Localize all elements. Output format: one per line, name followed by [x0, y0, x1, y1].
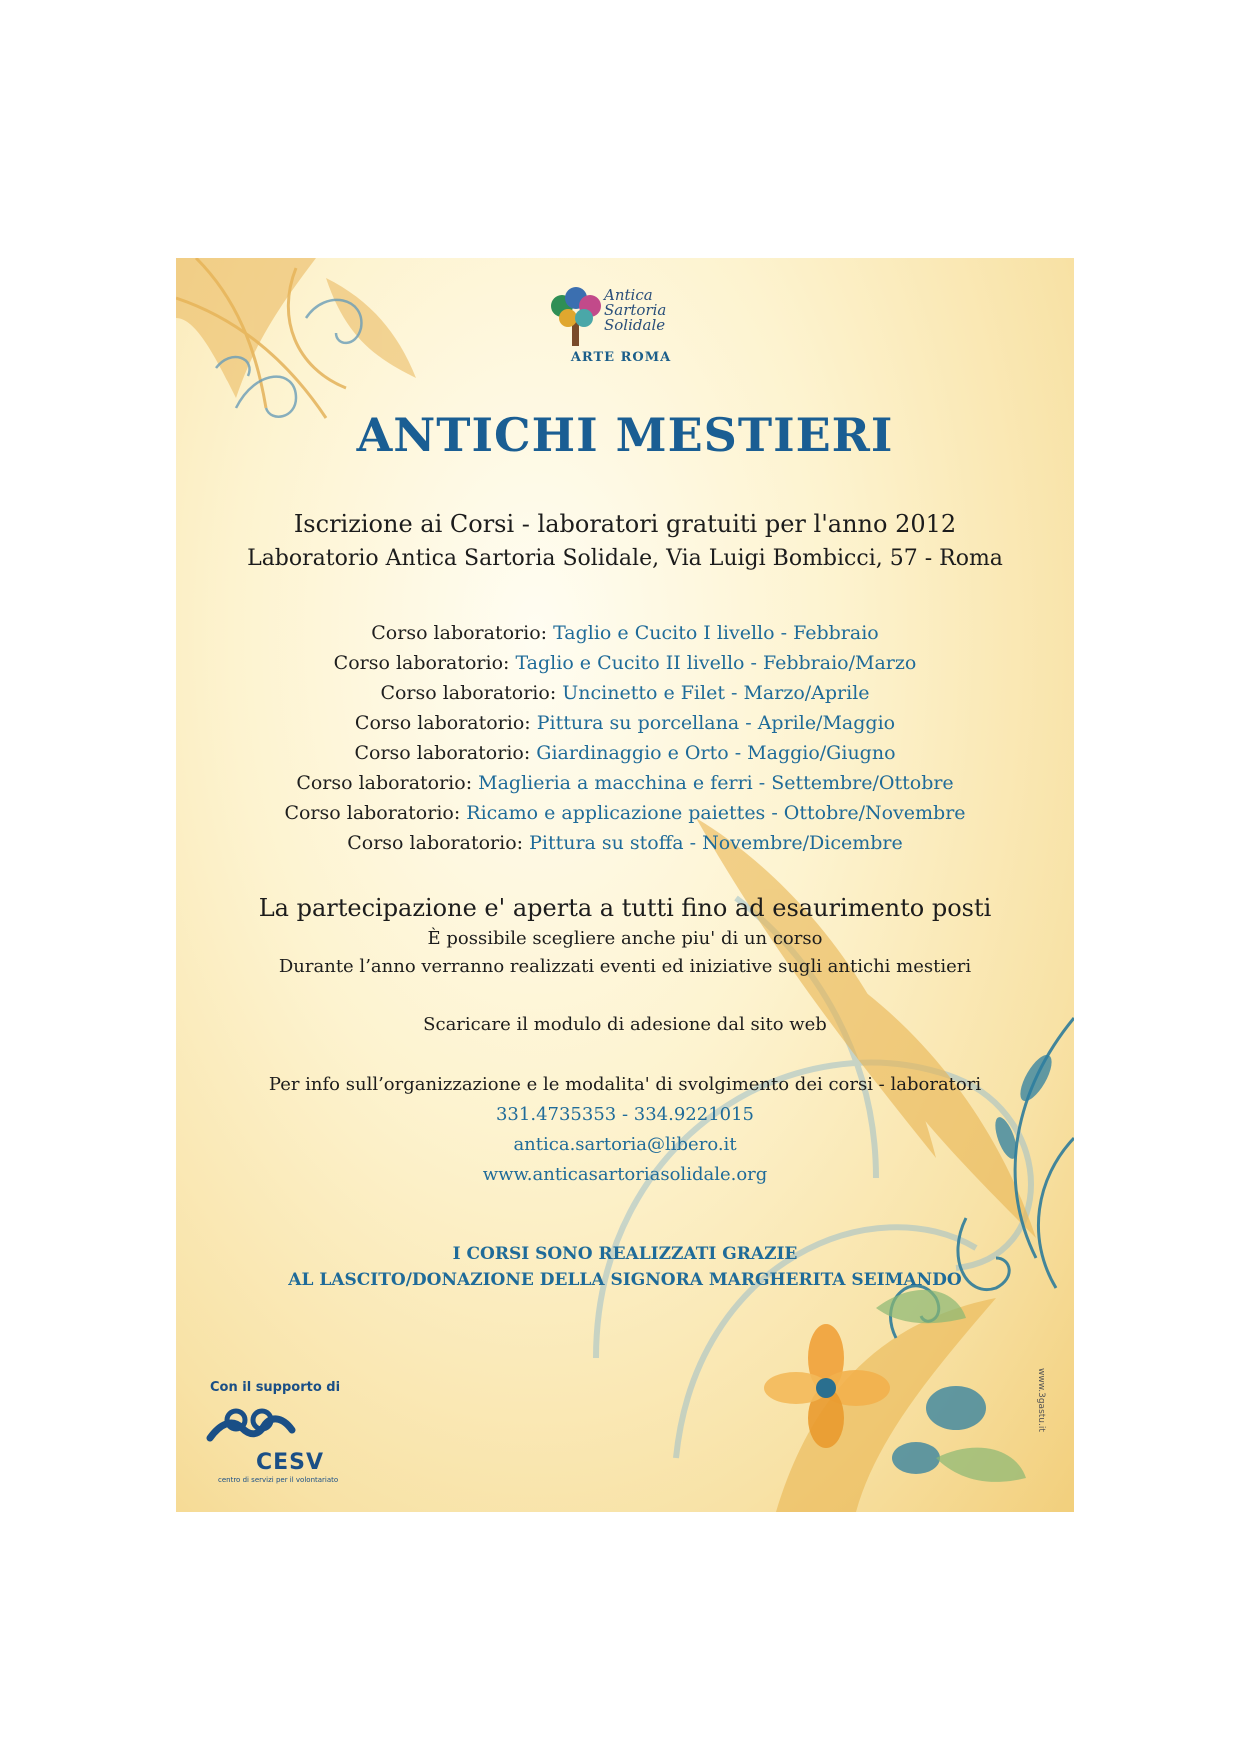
credits-line-1: I CORSI SONO REALIZZATI GRAZIE	[452, 1244, 798, 1264]
list-item	[176, 828, 1074, 858]
events-note: Durante l’anno verranno realizzati eventi ed iniziative sugli antichi mestieri	[278, 956, 972, 977]
website-link[interactable]: www.anticasartoriasolidale.org	[482, 1164, 768, 1185]
course-label: Corso laboratorio:	[371, 622, 554, 644]
course-label: Corso laboratorio:	[333, 652, 516, 674]
designer-credit: www.3gastu.it	[1036, 1368, 1046, 1432]
logo-line-1: Antica	[604, 286, 653, 304]
list-item	[176, 618, 1074, 648]
course-label: Corso laboratorio:	[380, 682, 563, 704]
participation-note: La partecipazione e' aperta a tutti fino ad esaurimento posti	[258, 894, 992, 922]
logo-line-3: Solidale	[604, 316, 666, 334]
list-item	[176, 738, 1074, 768]
course-value: Uncinetto e Filet - Marzo/Aprile	[562, 682, 870, 704]
course-label: Corso laboratorio:	[354, 742, 537, 764]
download-note: Scaricare il modulo di adesione dal sito web	[423, 1014, 827, 1035]
logo-line-2: Sartoria	[604, 301, 667, 319]
course-value: Ricamo e applicazione paiettes - Ottobre/Novembre	[466, 802, 966, 824]
course-label: Corso laboratorio:	[354, 712, 537, 734]
course-label: Corso laboratorio:	[347, 832, 530, 854]
list-item	[176, 648, 1074, 678]
course-value: Pittura su porcellana - Aprile/Maggio	[536, 712, 896, 734]
antica-sartoria-logo	[546, 284, 706, 376]
subtitle-address: Laboratorio Antica Sartoria Solidale, Via Luigi Bombicci, 57 - Roma	[247, 546, 1003, 571]
phone-numbers: 331.4735353 - 334.9221015	[495, 1104, 754, 1125]
course-value: Pittura su stoffa - Novembre/Dicembre	[529, 832, 903, 854]
course-value: Maglieria a macchina e ferri - Settembre/Ottobre	[478, 772, 954, 794]
cesv-tagline: centro di servizi per il volontariato	[218, 1476, 339, 1484]
course-label: Corso laboratorio:	[296, 772, 479, 794]
cesv-hands-icon	[206, 1404, 296, 1450]
page-title: ANTICHI MESTIERI	[356, 408, 894, 462]
cesv-logo	[206, 1404, 346, 1484]
course-label: Corso laboratorio:	[284, 802, 467, 824]
list-item	[176, 708, 1074, 738]
course-list	[176, 618, 1074, 858]
credits-line-2: AL LASCITO/DONAZIONE DELLA SIGNORA MARGHERITA SEIMANDO	[288, 1270, 962, 1290]
email-link[interactable]: antica.sartoria@libero.it	[513, 1134, 737, 1155]
subtitle-enrollment: Iscrizione ai Corsi - laboratori gratuiti per l'anno 2012	[293, 510, 957, 538]
multiple-courses-note: È possibile scegliere anche piu' di un corso	[427, 928, 823, 949]
course-value: Giardinaggio e Orto - Maggio/Giugno	[536, 742, 896, 764]
list-item	[176, 798, 1074, 828]
cesv-name: CESV	[256, 1450, 325, 1475]
list-item	[176, 768, 1074, 798]
course-value: Taglio e Cucito II livello - Febbraio/Marzo	[515, 652, 917, 674]
logo-brand: ARTE ROMA	[570, 350, 672, 365]
list-item	[176, 678, 1074, 708]
tree-icon	[546, 284, 606, 350]
course-value: Taglio e Cucito I livello - Febbraio	[553, 622, 879, 644]
poster	[176, 258, 1074, 1512]
info-note: Per info sull’organizzazione e le modalita' di svolgimento dei corsi - laboratori	[268, 1074, 982, 1095]
support-label: Con il supporto di	[210, 1380, 341, 1395]
